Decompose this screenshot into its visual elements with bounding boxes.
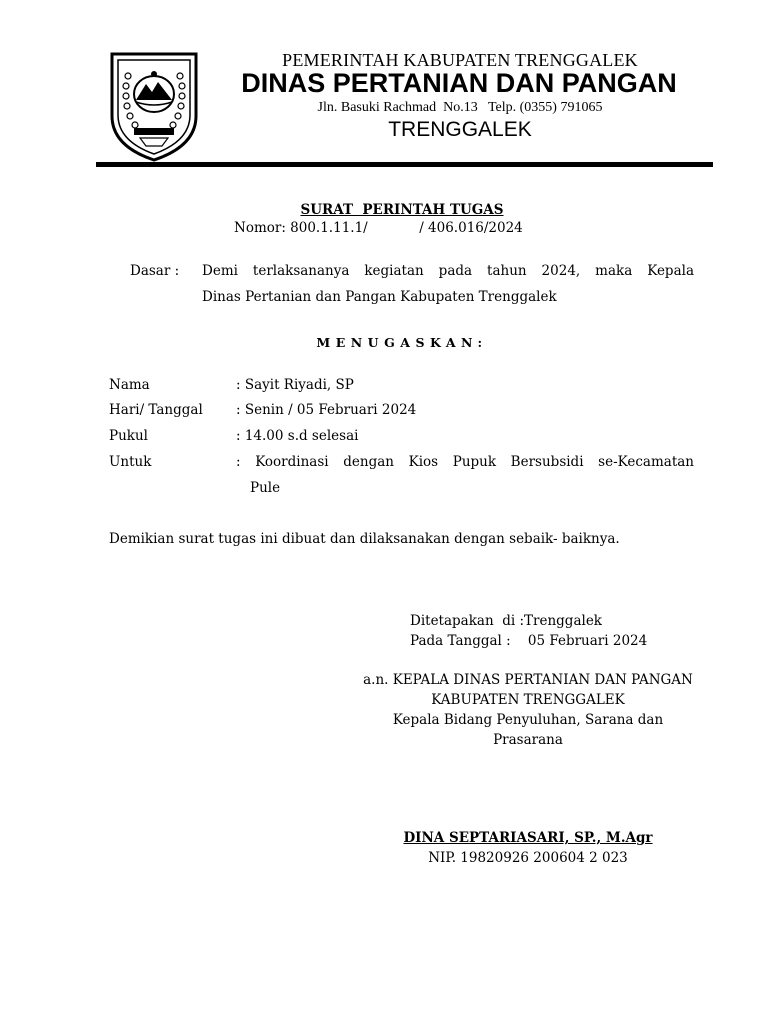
time-value: : 14.00 s.d selesai — [236, 428, 359, 444]
letterhead-divider — [96, 162, 713, 167]
letterhead-address: Jln. Basuki Rachmad No.13 Telp. (0355) 791065 — [317, 100, 603, 115]
letterhead-city: TRENGGALEK — [388, 118, 532, 141]
document-number: Nomor: 800.1.11.1/ / 406.016/2024 — [234, 220, 523, 236]
on-behalf-line1: a.n. KEPALA DINAS PERTANIAN DAN PANGAN — [363, 672, 693, 688]
letterhead-department: DINAS PERTANIAN DAN PANGAN — [241, 68, 677, 98]
signer-name: DINA SEPTARIASARI, SP., M.Agr — [403, 830, 653, 846]
signature-place: Ditetapakan di :Trenggalek — [410, 613, 602, 629]
letterhead-government: PEMERINTAH KABUPATEN TRENGGALEK — [282, 50, 638, 70]
on-behalf-line2: KABUPATEN TRENGGALEK — [431, 692, 625, 708]
signer-nip: NIP. 19820926 200604 2 023 — [428, 850, 628, 866]
name-label: Nama — [109, 377, 150, 393]
closing-statement: Demikian surat tugas ini dibuat dan dilaksanakan dengan sebaik- baiknya. — [109, 531, 620, 547]
basis-text-line1: Demi terlaksananya kegiatan pada tahun 2024, maka Kepala — [202, 263, 694, 279]
document-title: SURAT PERINTAH TUGAS — [300, 202, 504, 218]
name-value: : Sayit Riyadi, SP — [236, 377, 354, 393]
basis-text-line2: Dinas Pertanian dan Pangan Kabupaten Trenggalek — [202, 289, 557, 305]
signer-position-line2: Prasarana — [493, 732, 563, 748]
time-label: Pukul — [109, 428, 148, 444]
signature-date: Pada Tanggal : 05 Februari 2024 — [410, 633, 648, 649]
day-date-label: Hari/ Tanggal — [109, 402, 203, 418]
assignment-heading: MENUGASKAN: — [316, 335, 488, 350]
day-date-value: : Senin / 05 Februari 2024 — [236, 402, 417, 418]
purpose-value-line1: : Koordinasi dengan Kios Pupuk Bersubsidi se-Kecamatan — [236, 454, 694, 470]
purpose-value-line2: Pule — [250, 480, 281, 496]
regency-emblem-logo — [106, 46, 202, 164]
basis-label: Dasar : — [130, 263, 180, 279]
signer-position-line1: Kepala Bidang Penyuluhan, Sarana dan — [392, 712, 664, 728]
purpose-label: Untuk — [109, 454, 152, 470]
